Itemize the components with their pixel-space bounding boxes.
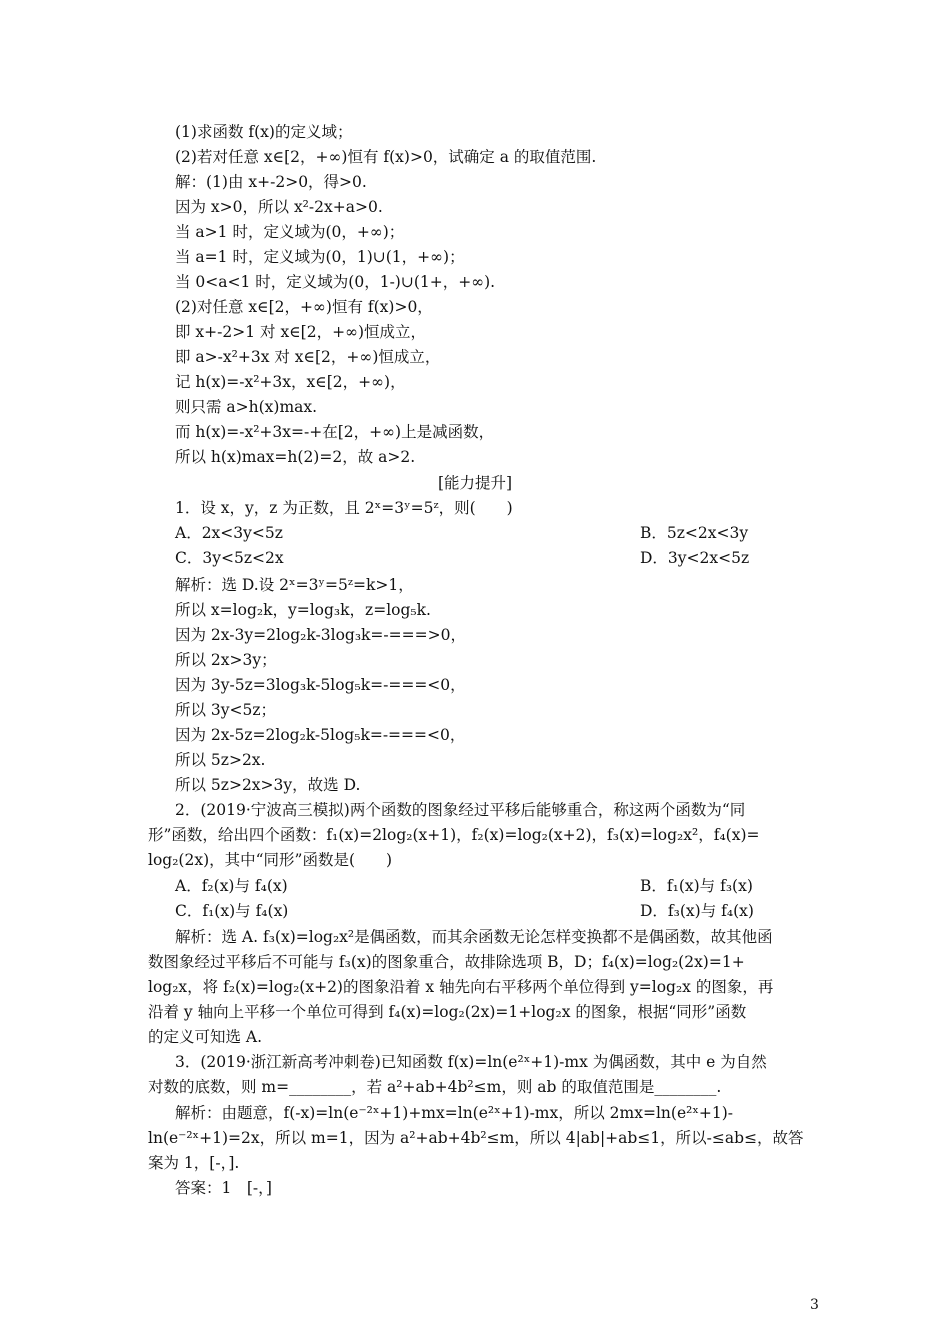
solution-line: 当 0<a<1 时，定义域为(0，1-)∪(1+，+∞). xyxy=(175,273,496,291)
problem-1-option-c: C．3y<5z<2x xyxy=(175,549,284,567)
problem-3-analysis: 案为 1，[-，]. xyxy=(148,1154,240,1172)
problem-2-analysis: 数图象经过平移后不可能与 f₃(x)的图象重合，故排除选项 B，D；f₄(x)=log₂(2x)=1+ xyxy=(148,953,745,971)
problem-2-question: 形”函数，给出四个函数：f₁(x)=2log₂(x+1)，f₂(x)=log₂(x+2)，f₃(x)=log₂x²，f₄(x)= xyxy=(148,826,760,844)
problem-1-option-a: A．2x<3y<5z xyxy=(175,524,283,542)
problem-3-answer: 答案：1 [-，] xyxy=(175,1179,272,1197)
problem-1-analysis: 所以 2x>3y； xyxy=(175,651,277,669)
problem-1-analysis: 解析：选 D.设 2ˣ=3ʸ=5ᶻ=k>1， xyxy=(175,576,414,594)
solution-line: (2)对任意 x∈[2，+∞)恒有 f(x)>0， xyxy=(175,298,433,316)
problem-2-option-a: A．f₂(x)与 f₄(x) xyxy=(175,877,288,895)
problem-1-analysis: 因为 3y-5z=3log₃k-5log₅k=-===<0， xyxy=(175,676,466,694)
problem-1-analysis: 所以 5z>2x>3y，故选 D. xyxy=(175,776,361,794)
solution-line: 当 a>1 时，定义域为(0，+∞)； xyxy=(175,223,405,241)
problem-2-analysis: 沿着 y 轴向上平移一个单位可得到 f₄(x)=log₂(2x)=1+log₂x 的图象，根据“同形”函数 xyxy=(148,1003,747,1021)
solution-line: 记 h(x)=-x²+3x，x∈[2，+∞)， xyxy=(175,373,406,391)
solution-line: 当 a=1 时，定义域为(0，1)∪(1，+∞)； xyxy=(175,248,465,266)
solution-line: 解：(1)由 x+-2>0，得>0. xyxy=(175,173,367,191)
problem-3-question: 3．(2019·浙江新高考冲刺卷)已知函数 f(x)=ln(e²ˣ+1)-mx 为偶函数，其中 e 为自然 xyxy=(175,1053,767,1071)
problem-1-question: 1．设 x，y，z 为正数，且 2ˣ=3ʸ=5ᶻ，则( ) xyxy=(175,499,513,517)
problem-2-option-c: C．f₁(x)与 f₄(x) xyxy=(175,902,289,920)
question-part-1: (1)求函数 f(x)的定义域； xyxy=(175,123,353,141)
problem-1-analysis: 所以 x=log₂k，y=log₃k，z=log₅k. xyxy=(175,601,431,619)
problem-1-analysis: 所以 3y<5z； xyxy=(175,701,277,719)
problem-2-option-b: B．f₁(x)与 f₃(x) xyxy=(640,877,753,895)
question-part-2: (2)若对任意 x∈[2，+∞)恒有 f(x)>0，试确定 a 的取值范围. xyxy=(175,148,597,166)
problem-1-option-b: B．5z<2x<3y xyxy=(640,524,749,542)
problem-2-analysis: 解析：选 A. f₃(x)=log₂x²是偶函数，而其余函数无论怎样变换都不是偶函数，故其他函 xyxy=(175,928,773,946)
problem-1-option-d: D．3y<2x<5z xyxy=(640,549,750,567)
problem-1-analysis: 因为 2x-3y=2log₂k-3log₃k=-===>0， xyxy=(175,626,466,644)
problem-2-option-d: D．f₃(x)与 f₄(x) xyxy=(640,902,754,920)
problem-1-analysis: 所以 5z>2x. xyxy=(175,751,266,769)
page-number: 3 xyxy=(810,1297,819,1313)
problem-1-analysis: 因为 2x-5z=2log₂k-5log₅k=-===<0， xyxy=(175,726,466,744)
problem-2-question: log₂(2x)，其中“同形”函数是( ) xyxy=(148,851,393,869)
problem-2-question: 2．(2019·宁波高三模拟)两个函数的图象经过平移后能够重合，称这两个函数为“同 xyxy=(175,801,746,819)
problem-3-analysis: ln(e⁻²ˣ+1)=2x，所以 m=1，因为 a²+ab+4b²≤m，所以 4|ab|+ab≤1，所以-≤ab≤，故答 xyxy=(148,1129,804,1147)
solution-line: 则只需 a>h(x)max. xyxy=(175,398,318,416)
problem-2-analysis: log₂x，将 f₂(x)=log₂(x+2)的图象沿着 x 轴先向右平移两个单位得到 y=log₂x 的图象，再 xyxy=(148,978,774,996)
solution-line: 而 h(x)=-x²+3x=-+在[2，+∞)上是减函数， xyxy=(175,423,495,441)
solution-line: 即 x+-2>1 对 x∈[2，+∞)恒成立， xyxy=(175,323,427,341)
section-title: [能力提升] xyxy=(437,474,513,492)
problem-3-question: 对数的底数，则 m=________，若 a²+ab+4b²≤m，则 ab 的取值范围是________. xyxy=(148,1078,722,1096)
solution-line: 即 a>-x²+3x 对 x∈[2，+∞)恒成立， xyxy=(175,348,441,366)
solution-line: 因为 x>0，所以 x²-2x+a>0. xyxy=(175,198,383,216)
problem-3-analysis: 解析：由题意，f(-x)=ln(e⁻²ˣ+1)+mx=ln(e²ˣ+1)-mx，所以 2mx=ln(e²ˣ+1)- xyxy=(175,1104,734,1122)
problem-2-analysis: 的定义可知选 A. xyxy=(148,1028,263,1046)
solution-line: 所以 h(x)max=h(2)=2，故 a>2. xyxy=(175,448,416,466)
